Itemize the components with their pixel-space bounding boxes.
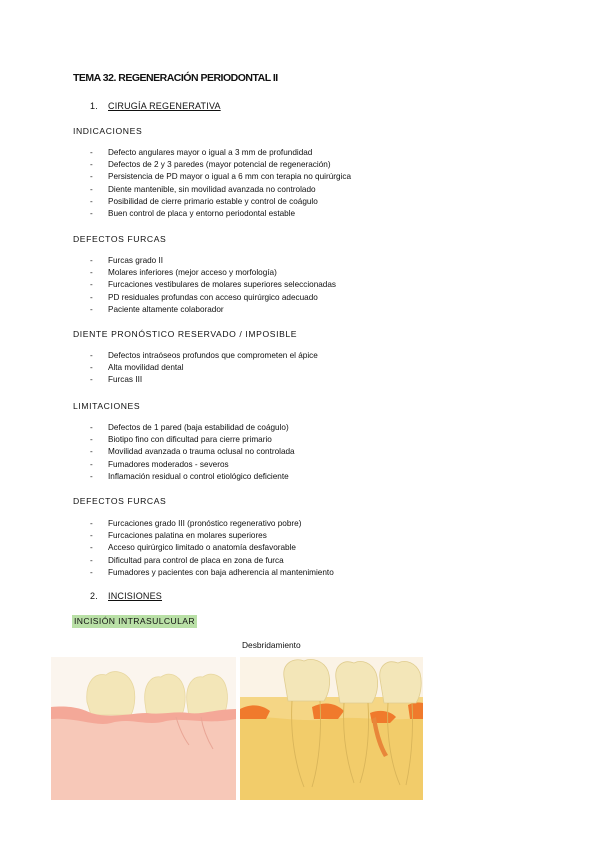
- tooth-2: [336, 661, 378, 703]
- list-item-text: Furcaciones grado III (pronóstico regenerativo pobre): [108, 519, 302, 528]
- heading-defectos-furcas: DEFECTOS FURCAS: [73, 234, 167, 244]
- list-defectos-furcas: [90, 255, 336, 316]
- list-item-text: Defectos intraóseos profundos que comprometen el ápice: [108, 351, 318, 360]
- list-item-text: Movilidad avanzada o trauma oclusal no controlada: [108, 447, 295, 457]
- heading-limitaciones: LIMITACIONES: [73, 401, 141, 411]
- bullet: -: [90, 208, 93, 218]
- list-item-text: Paciente altamente colaborador: [108, 304, 224, 314]
- list-item-text: Diente mantenible, sin movilidad avanzada no controlado: [108, 184, 316, 194]
- list-item-text: Furcas grado II: [108, 256, 164, 265]
- list-item: [90, 184, 351, 196]
- section-number: 2.: [90, 591, 98, 601]
- bullet: -: [90, 459, 93, 469]
- list-item: [90, 196, 351, 208]
- list-item: [90, 255, 336, 267]
- list-item-text: Furcaciones vestibulares de molares superiores seleccionadas: [108, 280, 336, 290]
- list-item: [90, 542, 334, 554]
- list-defectos-furcas-2: [90, 518, 334, 579]
- list-item: [90, 422, 295, 434]
- list-item-text: PD residuales profundas con acceso quirúrgico adecuado: [108, 292, 318, 302]
- list-item: [90, 267, 336, 279]
- list-item: [90, 304, 336, 316]
- list-item: [90, 292, 336, 304]
- bullet: -: [90, 148, 93, 157]
- bullet: -: [90, 280, 93, 290]
- list-item-text: Fumadores y pacientes con baja adherencia al mantenimiento: [108, 567, 334, 577]
- bullet: -: [90, 375, 93, 385]
- list-item: [90, 171, 351, 183]
- bullet: -: [90, 435, 93, 445]
- list-item-text: Inflamación residual o control etiológico deficiente: [108, 471, 289, 481]
- list-item-text: Fumadores moderados - severos: [108, 459, 229, 469]
- list-indicaciones: [90, 147, 351, 220]
- list-diente-pronostico: [90, 350, 318, 387]
- gum-drawing: [51, 657, 236, 800]
- list-item: [90, 567, 334, 579]
- incision-intrasulcular-heading: INCISIÓN INTRASULCULAR: [74, 616, 196, 626]
- list-item-text: Acceso quirúrgico limitado o anatomía desfavorable: [108, 543, 296, 553]
- debridement-illustration-right: [240, 657, 423, 800]
- section-number: 1.: [90, 101, 98, 111]
- bullet: -: [90, 447, 93, 457]
- bone-body: [240, 717, 423, 800]
- section-label: INCISIONES: [108, 591, 163, 601]
- section-heading-cirugia-regenerativa: [90, 101, 221, 111]
- bullet: -: [90, 531, 93, 541]
- bullet: -: [90, 292, 93, 302]
- heading-defectos-furcas-2: DEFECTOS FURCAS: [73, 496, 167, 506]
- list-item-text: Persistencia de PD mayor o igual a 6 mm con terapia no quirúrgica: [108, 172, 352, 182]
- tooth-1: [284, 659, 330, 701]
- bullet: -: [90, 423, 93, 432]
- list-limitaciones: [90, 422, 295, 483]
- list-item: [90, 362, 318, 374]
- bullet: -: [90, 351, 93, 360]
- list-item: [90, 471, 295, 483]
- tooth-2: [145, 674, 185, 717]
- gum-fragment: [408, 703, 423, 720]
- list-item-text: Molares inferiores (mejor acceso y morfología): [108, 268, 277, 278]
- heading-indicaciones: INDICACIONES: [73, 126, 143, 136]
- heading-diente-pronostico: DIENTE PRONÓSTICO RESERVADO / IMPOSIBLE: [73, 329, 298, 339]
- list-item-text: Buen control de placa y entorno periodontal estable: [108, 208, 296, 218]
- list-item-text: Defecto angulares mayor o igual a 3 mm de profundidad: [108, 148, 313, 157]
- section-heading-incisiones: [90, 591, 162, 601]
- tooth-3: [380, 661, 421, 703]
- list-item-text: Defectos de 2 y 3 paredes (mayor potencial de regeneración): [108, 160, 331, 170]
- list-item-text: Biotipo fino con dificultad para cierre primario: [108, 435, 272, 445]
- page-title: TEMA 32. REGENERACIÓN PERIODONTAL II: [73, 72, 278, 84]
- list-item: [90, 374, 318, 386]
- section-label: CIRUGÍA REGENERATIVA: [108, 101, 221, 111]
- list-item: [90, 530, 334, 542]
- list-item-text: Alta movilidad dental: [108, 363, 184, 373]
- bullet: -: [90, 304, 93, 314]
- bullet: -: [90, 543, 93, 553]
- list-item-text: Furcas III: [108, 375, 143, 385]
- bullet: -: [90, 471, 93, 481]
- list-item: [90, 208, 351, 220]
- bullet: -: [90, 196, 93, 206]
- bullet: -: [90, 172, 93, 182]
- list-item: [90, 159, 351, 171]
- debridement-drawing: [240, 657, 423, 800]
- gum-tissue: [51, 719, 236, 800]
- list-item: [90, 279, 336, 291]
- list-item: [90, 459, 295, 471]
- bullet: -: [90, 519, 93, 528]
- bullet: -: [90, 160, 93, 170]
- list-item: [90, 555, 334, 567]
- list-item-text: Furcaciones palatina en molares superiores: [108, 531, 267, 541]
- gum-illustration-left: [51, 657, 236, 800]
- bullet: -: [90, 268, 93, 278]
- tooth-1: [87, 672, 135, 715]
- list-item: [90, 434, 295, 446]
- list-item-text: Dificultad para control de placa en zona de furca: [108, 555, 284, 565]
- list-item-text: Defectos de 1 pared (baja estabilidad de coágulo): [108, 423, 289, 432]
- bullet: -: [90, 363, 93, 373]
- bullet: -: [90, 555, 93, 565]
- bullet: -: [90, 256, 93, 265]
- list-item: [90, 350, 318, 362]
- list-item: [90, 518, 334, 530]
- list-item: [90, 446, 295, 458]
- bullet: -: [90, 567, 93, 577]
- list-item: [90, 147, 351, 159]
- figure-caption: Desbridamiento: [242, 640, 301, 650]
- list-item-text: Posibilidad de cierre primario estable y control de coágulo: [108, 196, 318, 206]
- bullet: -: [90, 184, 93, 194]
